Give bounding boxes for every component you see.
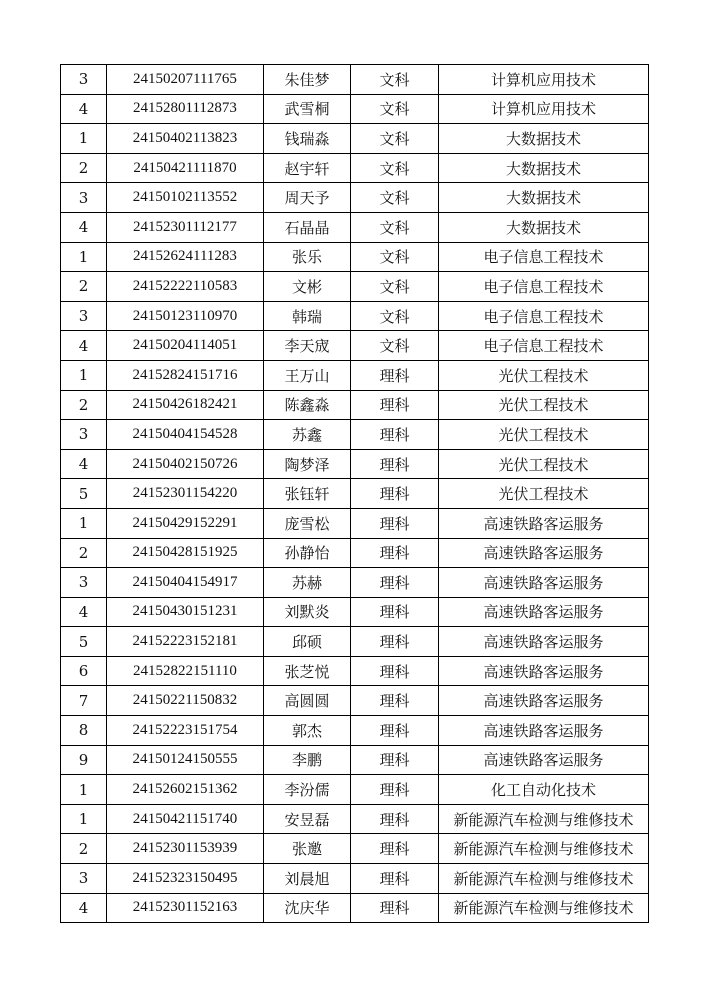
table-row [61, 893, 649, 923]
major-cell: 光伏工程技术 [439, 420, 649, 450]
student-name-cell: 刘默炎 [264, 597, 351, 627]
rank-cell: 2 [61, 538, 107, 568]
student-id-cell: 24152301112177 [107, 212, 264, 242]
student-id-cell: 24152223152181 [107, 627, 264, 657]
student-id-cell: 24152323150495 [107, 864, 264, 894]
student-name-cell: 文彬 [264, 272, 351, 302]
rank-cell: 3 [61, 864, 107, 894]
student-id-cell: 24150421151740 [107, 804, 264, 834]
student-id-cell: 24150421111870 [107, 153, 264, 183]
category-cell: 理科 [351, 479, 439, 509]
table-row [61, 183, 649, 213]
table-row [61, 538, 649, 568]
major-cell: 新能源汽车检测与维修技术 [439, 864, 649, 894]
student-name-cell: 张乐 [264, 242, 351, 272]
major-cell: 光伏工程技术 [439, 449, 649, 479]
major-cell: 高速铁路客运服务 [439, 745, 649, 775]
rank-cell: 3 [61, 183, 107, 213]
student-name-cell: 庞雪松 [264, 508, 351, 538]
student-name-cell: 朱佳梦 [264, 65, 351, 95]
student-name-cell: 李汾儒 [264, 775, 351, 805]
major-cell: 计算机应用技术 [439, 94, 649, 124]
student-name-cell: 安昱磊 [264, 804, 351, 834]
table-row [61, 716, 649, 746]
table-row [61, 568, 649, 598]
rank-cell: 4 [61, 212, 107, 242]
category-cell: 文科 [351, 272, 439, 302]
student-name-cell: 周天予 [264, 183, 351, 213]
rank-cell: 1 [61, 124, 107, 154]
category-cell: 理科 [351, 568, 439, 598]
table-row [61, 775, 649, 805]
major-cell: 大数据技术 [439, 212, 649, 242]
student-id-cell: 24150204114051 [107, 331, 264, 361]
student-id-cell: 24150430151231 [107, 597, 264, 627]
category-cell: 理科 [351, 538, 439, 568]
category-cell: 理科 [351, 775, 439, 805]
major-cell: 新能源汽车检测与维修技术 [439, 834, 649, 864]
rank-cell: 3 [61, 301, 107, 331]
major-cell: 新能源汽车检测与维修技术 [439, 893, 649, 923]
major-cell: 光伏工程技术 [439, 479, 649, 509]
table-row [61, 124, 649, 154]
rank-cell: 9 [61, 745, 107, 775]
category-cell: 文科 [351, 65, 439, 95]
table-row [61, 301, 649, 331]
student-name-cell: 李鹏 [264, 745, 351, 775]
student-name-cell: 王万山 [264, 360, 351, 390]
table-row [61, 834, 649, 864]
table-row [61, 94, 649, 124]
rank-cell: 6 [61, 656, 107, 686]
student-id-cell: 24150426182421 [107, 390, 264, 420]
student-name-cell: 苏鑫 [264, 420, 351, 450]
student-id-cell: 24152822151110 [107, 656, 264, 686]
major-cell: 高速铁路客运服务 [439, 627, 649, 657]
rank-cell: 1 [61, 242, 107, 272]
student-id-cell: 24150428151925 [107, 538, 264, 568]
student-id-cell: 24150402113823 [107, 124, 264, 154]
results-table-body [61, 65, 649, 923]
student-name-cell: 韩瑞 [264, 301, 351, 331]
table-row [61, 686, 649, 716]
category-cell: 理科 [351, 449, 439, 479]
major-cell: 大数据技术 [439, 124, 649, 154]
rank-cell: 3 [61, 65, 107, 95]
student-id-cell: 24150123110970 [107, 301, 264, 331]
student-name-cell: 李天宬 [264, 331, 351, 361]
rank-cell: 2 [61, 390, 107, 420]
student-id-cell: 24150404154528 [107, 420, 264, 450]
student-name-cell: 钱瑞淼 [264, 124, 351, 154]
major-cell: 高速铁路客运服务 [439, 597, 649, 627]
table-row [61, 597, 649, 627]
table-row [61, 745, 649, 775]
rank-cell: 1 [61, 775, 107, 805]
major-cell: 高速铁路客运服务 [439, 568, 649, 598]
major-cell: 高速铁路客运服务 [439, 538, 649, 568]
rank-cell: 8 [61, 716, 107, 746]
table-row [61, 331, 649, 361]
major-cell: 高速铁路客运服务 [439, 686, 649, 716]
student-id-cell: 24152301152163 [107, 893, 264, 923]
student-name-cell: 高圆圆 [264, 686, 351, 716]
major-cell: 化工自动化技术 [439, 775, 649, 805]
category-cell: 理科 [351, 627, 439, 657]
category-cell: 文科 [351, 124, 439, 154]
student-name-cell: 孙静怡 [264, 538, 351, 568]
table-row [61, 656, 649, 686]
rank-cell: 5 [61, 627, 107, 657]
student-name-cell: 张芝悦 [264, 656, 351, 686]
student-id-cell: 24152301153939 [107, 834, 264, 864]
major-cell: 光伏工程技术 [439, 390, 649, 420]
rank-cell: 2 [61, 153, 107, 183]
category-cell: 文科 [351, 183, 439, 213]
category-cell: 理科 [351, 745, 439, 775]
major-cell: 电子信息工程技术 [439, 272, 649, 302]
student-name-cell: 张邀 [264, 834, 351, 864]
category-cell: 理科 [351, 656, 439, 686]
category-cell: 理科 [351, 716, 439, 746]
table-row [61, 212, 649, 242]
table-row [61, 449, 649, 479]
category-cell: 理科 [351, 686, 439, 716]
major-cell: 计算机应用技术 [439, 65, 649, 95]
major-cell: 电子信息工程技术 [439, 331, 649, 361]
major-cell: 新能源汽车检测与维修技术 [439, 804, 649, 834]
student-name-cell: 郭杰 [264, 716, 351, 746]
student-id-cell: 24150124150555 [107, 745, 264, 775]
category-cell: 文科 [351, 153, 439, 183]
table-row [61, 627, 649, 657]
student-name-cell: 沈庆华 [264, 893, 351, 923]
category-cell: 理科 [351, 864, 439, 894]
results-table [60, 64, 649, 923]
major-cell: 光伏工程技术 [439, 360, 649, 390]
rank-cell: 5 [61, 479, 107, 509]
major-cell: 大数据技术 [439, 153, 649, 183]
rank-cell: 4 [61, 449, 107, 479]
table-row [61, 390, 649, 420]
student-name-cell: 赵宇轩 [264, 153, 351, 183]
major-cell: 电子信息工程技术 [439, 242, 649, 272]
rank-cell: 2 [61, 272, 107, 302]
category-cell: 理科 [351, 420, 439, 450]
table-row [61, 508, 649, 538]
category-cell: 文科 [351, 301, 439, 331]
category-cell: 理科 [351, 597, 439, 627]
student-name-cell: 石晶晶 [264, 212, 351, 242]
major-cell: 高速铁路客运服务 [439, 508, 649, 538]
student-id-cell: 24152624111283 [107, 242, 264, 272]
rank-cell: 4 [61, 893, 107, 923]
category-cell: 理科 [351, 390, 439, 420]
student-id-cell: 24152602151362 [107, 775, 264, 805]
student-id-cell: 24150402150726 [107, 449, 264, 479]
rank-cell: 1 [61, 804, 107, 834]
category-cell: 理科 [351, 508, 439, 538]
category-cell: 理科 [351, 804, 439, 834]
table-row [61, 242, 649, 272]
rank-cell: 4 [61, 331, 107, 361]
category-cell: 文科 [351, 212, 439, 242]
table-row [61, 65, 649, 95]
table-row [61, 804, 649, 834]
student-id-cell: 24152824151716 [107, 360, 264, 390]
results-table-page [60, 64, 645, 923]
student-name-cell: 陶梦泽 [264, 449, 351, 479]
student-id-cell: 24150102113552 [107, 183, 264, 213]
category-cell: 理科 [351, 893, 439, 923]
table-row [61, 479, 649, 509]
major-cell: 高速铁路客运服务 [439, 656, 649, 686]
student-id-cell: 24150404154917 [107, 568, 264, 598]
category-cell: 文科 [351, 242, 439, 272]
table-row [61, 420, 649, 450]
student-id-cell: 24150429152291 [107, 508, 264, 538]
category-cell: 文科 [351, 94, 439, 124]
student-name-cell: 陈鑫淼 [264, 390, 351, 420]
rank-cell: 7 [61, 686, 107, 716]
student-name-cell: 苏赫 [264, 568, 351, 598]
student-name-cell: 刘晨旭 [264, 864, 351, 894]
category-cell: 理科 [351, 360, 439, 390]
student-id-cell: 24150221150832 [107, 686, 264, 716]
table-row [61, 153, 649, 183]
category-cell: 理科 [351, 834, 439, 864]
rank-cell: 4 [61, 597, 107, 627]
student-id-cell: 24152301154220 [107, 479, 264, 509]
rank-cell: 3 [61, 420, 107, 450]
table-row [61, 864, 649, 894]
student-id-cell: 24152223151754 [107, 716, 264, 746]
student-id-cell: 24150207111765 [107, 65, 264, 95]
table-row [61, 272, 649, 302]
rank-cell: 3 [61, 568, 107, 598]
student-id-cell: 24152222110583 [107, 272, 264, 302]
student-name-cell: 张钰轩 [264, 479, 351, 509]
student-name-cell: 邱硕 [264, 627, 351, 657]
major-cell: 高速铁路客运服务 [439, 716, 649, 746]
rank-cell: 2 [61, 834, 107, 864]
major-cell: 电子信息工程技术 [439, 301, 649, 331]
category-cell: 文科 [351, 331, 439, 361]
rank-cell: 4 [61, 94, 107, 124]
rank-cell: 1 [61, 360, 107, 390]
table-row [61, 360, 649, 390]
rank-cell: 1 [61, 508, 107, 538]
major-cell: 大数据技术 [439, 183, 649, 213]
student-id-cell: 24152801112873 [107, 94, 264, 124]
student-name-cell: 武雪桐 [264, 94, 351, 124]
